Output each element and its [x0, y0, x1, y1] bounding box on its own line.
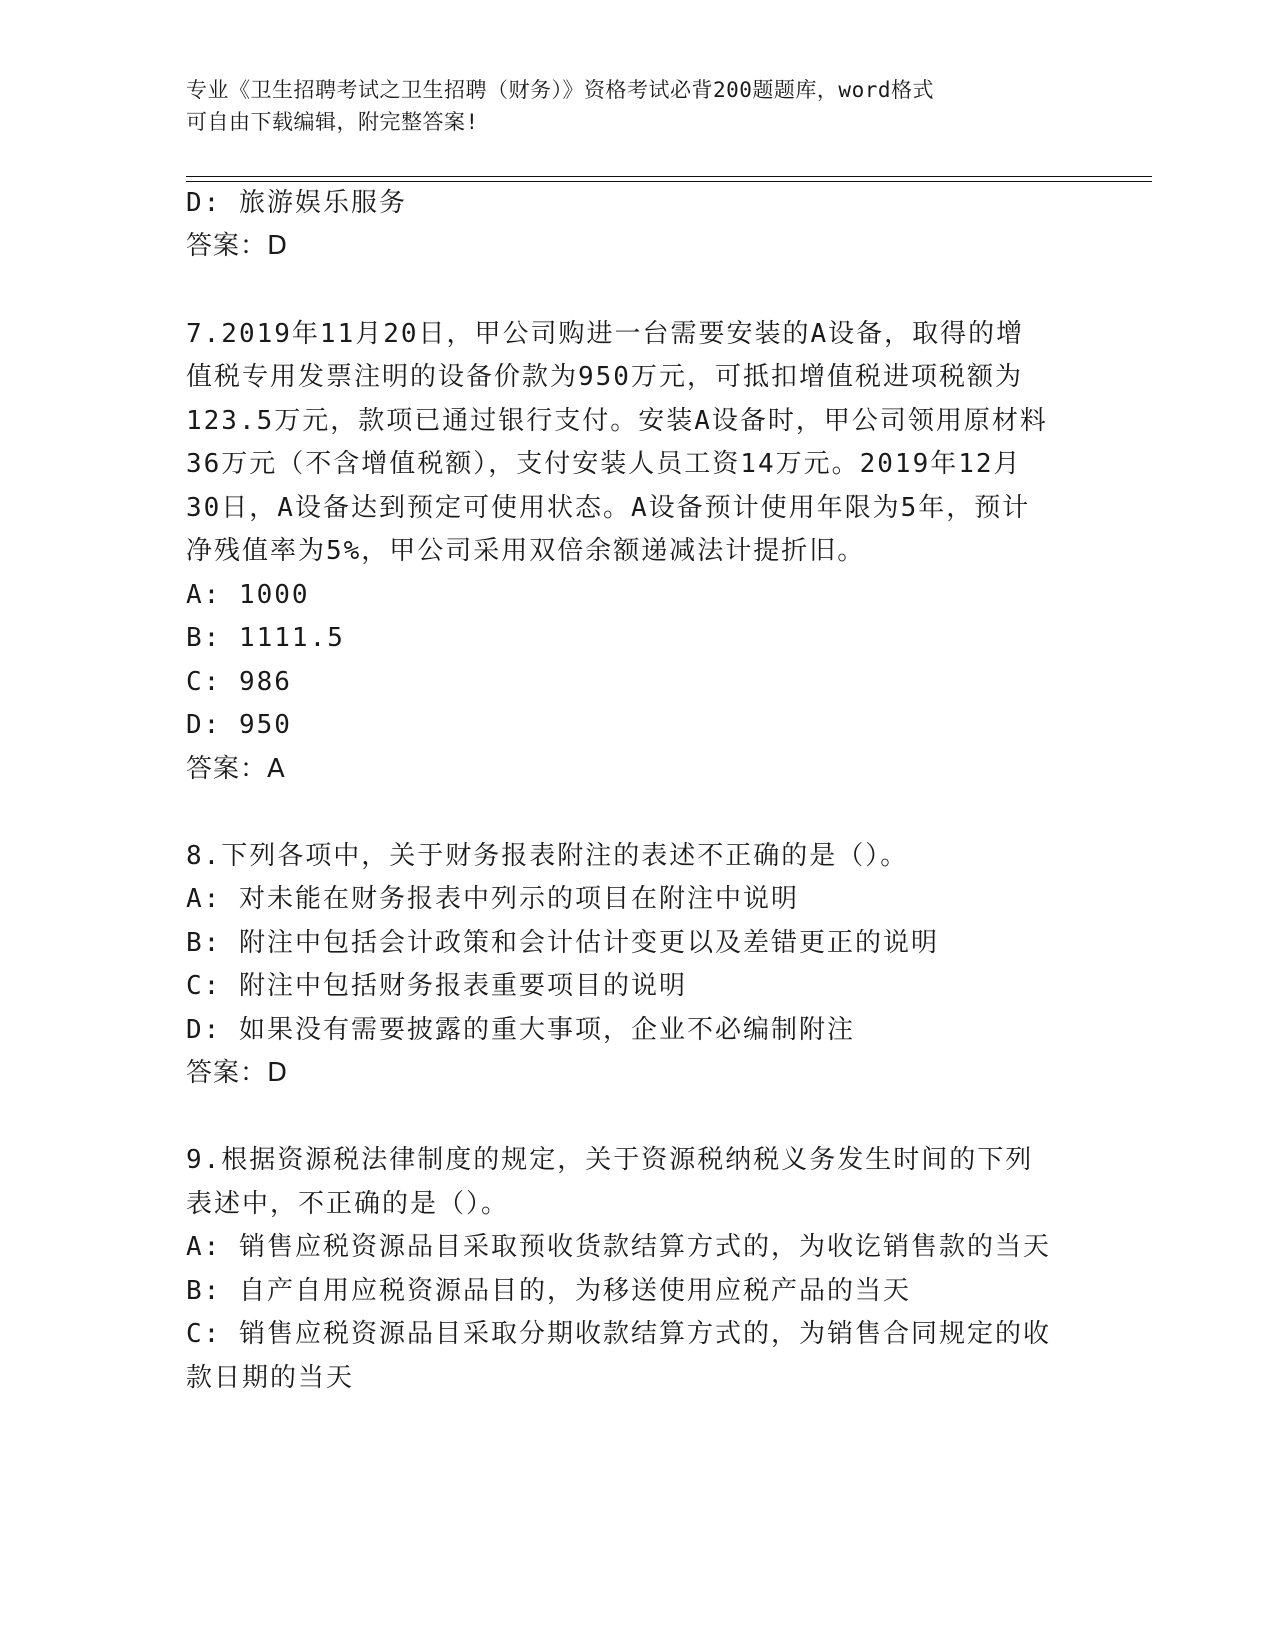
q7-stem-line: 值税专用发票注明的设备价款为950万元，可抵扣增值税进项税额为	[186, 362, 1023, 392]
q7-stem-line: 123.5万元，款项已通过银行支付。安装A设备时，甲公司领用原材料	[186, 406, 1048, 436]
q9-stem-line: 9.根据资源税法律制度的规定，关于资源税纳税义务发生时间的下列	[186, 1145, 1034, 1175]
q6-option-d: D: 旅游娱乐服务	[186, 188, 407, 218]
q7-option-c: C: 986	[186, 667, 292, 697]
q8-answer: 答案：D	[186, 1058, 289, 1088]
header-divider-bottom	[186, 181, 1152, 182]
q9-option-c-continued: 款日期的当天	[186, 1363, 355, 1393]
q7-stem-line: 7.2019年11月20日，甲公司购进一台需要安装的A设备，取得的增	[186, 319, 1025, 349]
header-divider-top	[186, 176, 1152, 177]
q6-answer: 答案：D	[186, 231, 289, 261]
q7-stem-line: 36万元（不含增值税额），支付安装人员工资14万元。2019年12月	[186, 449, 1022, 479]
document-header	[186, 74, 1066, 138]
q8-option-b: B: 附注中包括会计政策和会计估计变更以及差错更正的说明	[186, 928, 939, 958]
q7-option-b: B: 1111.5	[186, 623, 345, 653]
q8-stem-line: 8.下列各项中，关于财务报表附注的表述不正确的是（）。	[186, 841, 909, 871]
q7-option-a: A: 1000	[186, 580, 310, 610]
q7-answer: 答案：A	[186, 754, 286, 784]
q8-option-d: D: 如果没有需要披露的重大事项，企业不必编制附注	[186, 1015, 855, 1045]
q9-stem-line: 表述中，不正确的是（）。	[186, 1189, 510, 1219]
q9-option-b: B: 自产自用应税资源品目的，为移送使用应税产品的当天	[186, 1276, 911, 1306]
q9-option-a: A: 销售应税资源品目采取预收货款结算方式的，为收讫销售款的当天	[186, 1232, 1051, 1262]
header-line-2: 可自由下载编辑，附完整答案!	[186, 110, 479, 134]
q7-stem-line: 30日，A设备达到预定可使用状态。A设备预计使用年限为5年，预计	[186, 493, 1031, 523]
q7-stem-line: 净残值率为5%，甲公司采用双倍余额递减法计提折旧。	[186, 536, 866, 566]
header-line-1: 专业《卫生招聘考试之卫生招聘（财务）》资格考试必背200题题库，word格式	[186, 78, 934, 102]
q7-option-d: D: 950	[186, 710, 292, 740]
q8-option-c: C: 附注中包括财务报表重要项目的说明	[186, 971, 687, 1001]
q8-option-a: A: 对未能在财务报表中列示的项目在附注中说明	[186, 884, 799, 914]
q9-option-c: C: 销售应税资源品目采取分期收款结算方式的，为销售合同规定的收	[186, 1319, 1051, 1349]
